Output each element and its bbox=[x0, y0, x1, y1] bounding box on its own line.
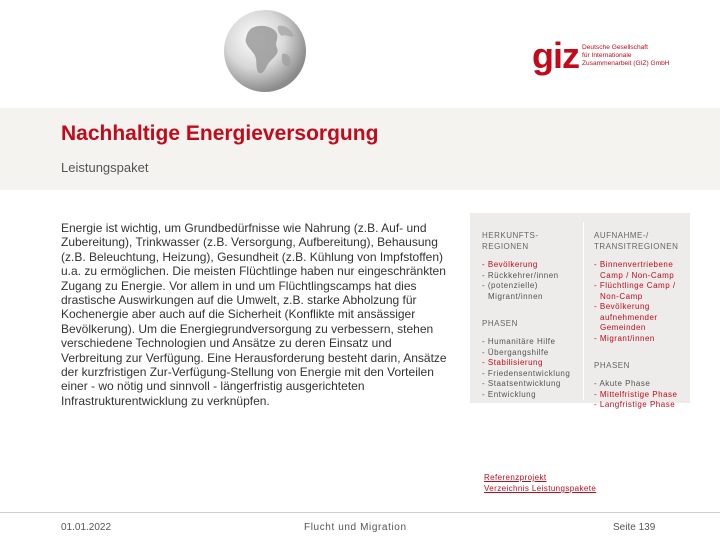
panel-divider bbox=[583, 222, 584, 400]
service-packages-directory-link[interactable]: Verzeichnis Leistungspakete bbox=[484, 484, 597, 493]
footer-divider bbox=[0, 512, 720, 513]
reference-project-link[interactable]: Referenzprojekt bbox=[484, 473, 547, 482]
list-item: - Rückkehrer/innen bbox=[482, 271, 578, 282]
logo-mark: giz bbox=[532, 35, 579, 76]
footer-page-number: Seite 139 bbox=[613, 522, 656, 533]
list-item: - Akute Phase bbox=[594, 379, 686, 390]
list-item: - Binnenvertriebene Camp / Non-Camp bbox=[594, 260, 686, 281]
list-item: - Humanitäre Hilfe bbox=[482, 337, 578, 348]
giz-logo bbox=[532, 35, 707, 78]
page-title: Nachhaltige Energieversorgung bbox=[61, 122, 379, 145]
column-header: HERKUNFTS- REGIONEN bbox=[482, 231, 539, 251]
column-header: PHASEN bbox=[482, 319, 518, 328]
list-item: - Friedensentwicklung bbox=[482, 369, 578, 380]
list-item: - Stabilisierung bbox=[482, 358, 578, 369]
body-paragraph: Energie ist wichtig, um Grundbedürfnisse wie Nahrung (z.B. Auf- und Zubereitung), Trinkwasser (z.B. Versorgung, Aufbereitung), Behausung (z.B. Beleuchtung, Heizung), Gesundheit (z.B. Kühlung von Impfstoffen) u.a. zu ermöglichen. Die meisten Flüchtlinge haben nur eingeschränkten Zugang zu Energie. Vor allem in und um Flüchtlingscamps hat dies drastische Auswirkungen auf die Umwelt, z.B. starke Abholzung für Kochenergie aber auch auf die Sicherheit (Konflikte mit ansässiger Bevölkerung). Um die Energiegrundversorgung zu verbessern, stehen verschiedene Technologien und Ansätze zu deren Einsatz und Verbreitung zur Verfügung. Eine Herausforderung besteht darin, Ansätze der kurzfristigen Zur-Verfügung-Stellung von Energie mit den Vorteilen einer - wo nötig und sinnvoll - längerfristig ausgerichteten Infrastrukturentwicklung zu verknüpfen. bbox=[61, 221, 447, 408]
list-item: - Migrant/innen bbox=[594, 334, 686, 345]
list-item: - Mittelfristige Phase bbox=[594, 390, 686, 401]
page-subtitle: Leistungspaket bbox=[61, 160, 149, 175]
column-header: PHASEN bbox=[594, 361, 630, 370]
column-header: AUFNAHME-/ TRANSITREGIONEN bbox=[594, 231, 679, 251]
list-item: - (potenzielle) Migrant/innen bbox=[482, 281, 578, 302]
list-item: - Staatsentwicklung bbox=[482, 379, 578, 390]
footer-topic: Flucht und Migration bbox=[304, 522, 407, 533]
list-item: - Übergangshilfe bbox=[482, 348, 578, 359]
list-item: - Langfristige Phase bbox=[594, 400, 686, 411]
logo-line: Zusammenarbeit (GIZ) GmbH bbox=[582, 60, 670, 67]
logo-line: Deutsche Gesellschaft bbox=[582, 44, 648, 51]
list-item: - Entwicklung bbox=[482, 390, 578, 401]
list-item: - Bevölkerung aufnehmender Gemeinden bbox=[594, 302, 686, 334]
list-item: - Bevölkerung bbox=[482, 260, 578, 271]
globe-image bbox=[222, 8, 308, 94]
link-group bbox=[484, 472, 596, 494]
title-band bbox=[0, 108, 720, 190]
origin-list bbox=[482, 260, 578, 302]
transit-list bbox=[594, 260, 686, 344]
footer-date: 01.01.2022 bbox=[61, 522, 112, 533]
phases-list bbox=[482, 337, 578, 400]
list-item: - Flüchtlinge Camp / Non-Camp bbox=[594, 281, 686, 302]
logo-line: für Internationale bbox=[582, 52, 632, 59]
phases-list bbox=[594, 379, 686, 411]
panel-column-origin bbox=[482, 230, 578, 416]
logo-text bbox=[582, 44, 706, 68]
panel-column-transit bbox=[594, 230, 686, 427]
